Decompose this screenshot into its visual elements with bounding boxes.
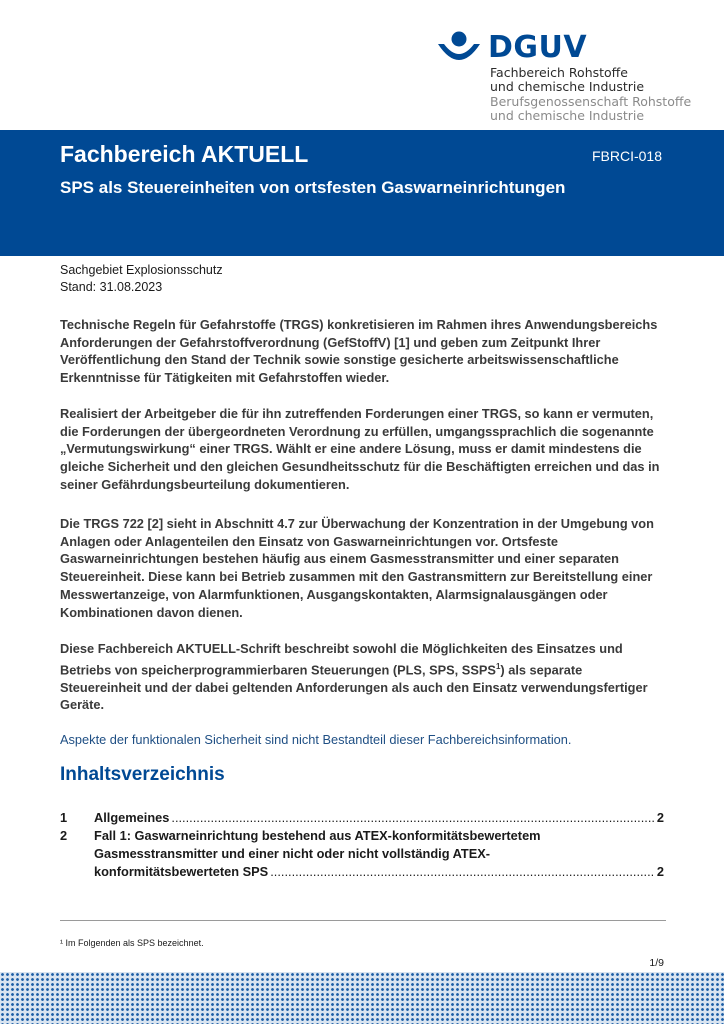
dguv-logo-icon: [436, 30, 482, 72]
document-code: FBRCI-018: [591, 148, 662, 164]
toc-entry-label-line-3: konformitätsbewerteten SPS: [94, 864, 269, 879]
paragraph-4-text: Diese Fachbereich AKTUELL-Schrift beschreibt sowohl die Möglichkeiten des Einsatzes und Betriebs von speicherprogrammierbaren Steuerungen (PLS, SPS, SSPS: [60, 641, 623, 677]
logo-line-4: und chemische Industrie: [490, 108, 645, 123]
paragraph-4: [60, 640, 664, 714]
document-subtitle: SPS als Steuereinheiten von ortsfesten Gaswarneinrichtungen: [60, 178, 566, 197]
toc-leader-dots: [270, 863, 655, 881]
page-number: 1/9: [649, 957, 664, 969]
toc-entry-page: 2: [656, 810, 664, 825]
toc-entry-label-line-2: Gasmesstransmitter und einer nicht oder nicht vollständig ATEX-: [94, 846, 491, 861]
toc-entry-2[interactable]: [60, 827, 664, 881]
logo-line-1: Fachbereich Rohstoffe: [490, 65, 628, 80]
footnote-divider: [60, 920, 666, 921]
document-meta: [60, 262, 223, 296]
toc-entry-number: 1: [60, 810, 68, 825]
footer-dot-pattern: [0, 972, 724, 1024]
paragraph-2: Realisiert der Arbeitgeber die für ihn zutreffenden Forderungen einer TRGS, so kann er vermuten, die Forderungen der übergeordneten Verordnung zu erfüllen, umgangssprachlich die sogenannte „Vermutungswirkung“ einer TRGS. Wählt er eine andere Lösung, muss er damit mindestens die gleiche Sicherheit und den gleichen Gesundheitsschutz für die Beschäftigten erreichen und das in seiner Gefährdungsbeurteilung dokumentieren.: [60, 406, 660, 492]
dguv-logo: [436, 30, 692, 130]
footnote-ref: 1: [495, 661, 501, 671]
toc-entry-1[interactable]: [60, 809, 664, 827]
paragraph-1: Technische Regeln für Gefahrstoffe (TRGS) konkretisieren im Rahmen ihres Anwendungsbereichs Anforderungen der Gefahrstoffverordnung (GefStoffV) [1] und geben zum Zeitpunkt Ihrer Veröffentlichung den Stand der Technik sowie sonstige gesicherte arbeitswissenschaftliche Erkenntnisse für Tätigkeiten mit Gefahrstoffen wieder.: [60, 317, 658, 386]
logo-name: DGUV: [488, 30, 588, 65]
toc-entry-page: 2: [656, 864, 664, 879]
toc-entry-label-line-1: Fall 1: Gaswarneinrichtung bestehend aus ATEX-konformitätsbewertetem: [94, 828, 541, 843]
toc-entry-label: Allgemeines: [94, 810, 170, 825]
logo-line-3: Berufsgenossenschaft Rohstoffe: [490, 94, 692, 109]
toc-entry-number: 2: [60, 828, 68, 843]
logo-line-2: und chemische Industrie: [490, 79, 645, 94]
paragraph-4-text-end: ) als separate Steuereinheit und der dabei geltenden Anforderungen als auch den Einsatz verwendungsfertiger Geräte.: [60, 661, 648, 713]
footnote: ¹ Im Folgenden als SPS bezeichnet.: [60, 938, 204, 948]
subject-area: Sachgebiet Explosionsschutz: [60, 263, 223, 277]
paragraph-3: Die TRGS 722 [2] sieht in Abschnitt 4.7 zur Überwachung der Konzentration in der Umgebung von Anlagen oder Anlagenteilen den Einsatz von Gaswarneinrichtungen vor. Ortsfeste Gaswarneinrichtungen bestehen häufig aus einem Gasmesstransmitter und einer separaten Steuereinheit. Diese kann bei Betrieb zusammen mit den Gastransmittern zur Bereitstellung einer Messwertanzeige, von Alarmfunktionen, Ausgangskontakten, Alarmsignalausgängen oder Kombinationen davon dienen.: [60, 516, 654, 620]
document-date: Stand: 31.08.2023: [60, 280, 163, 294]
toc-title: Inhaltsverzeichnis: [60, 764, 225, 785]
toc-leader-dots: [171, 809, 654, 827]
banner-title: Fachbereich AKTUELL: [60, 141, 309, 167]
scope-note: Aspekte der funktionalen Sicherheit sind nicht Bestandteil dieser Fachbereichsinformation.: [60, 732, 572, 747]
